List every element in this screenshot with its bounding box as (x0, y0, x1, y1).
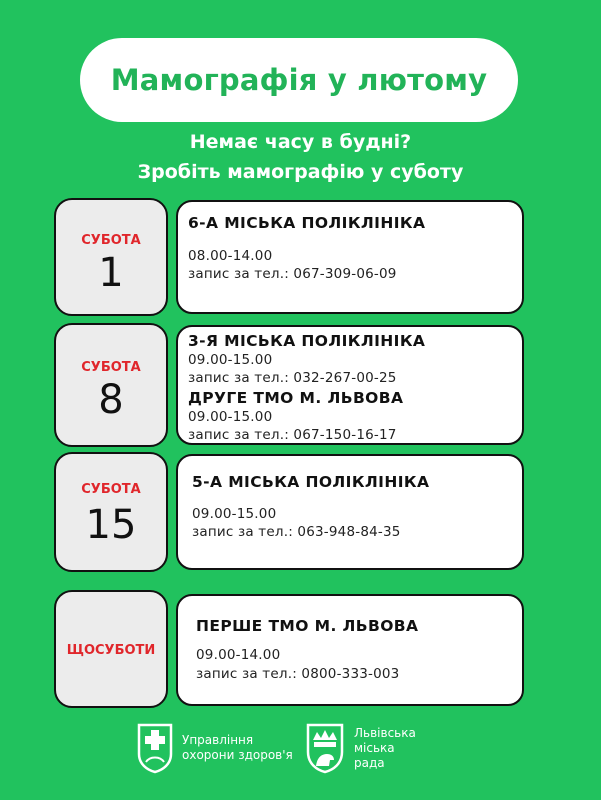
date-badge-4 (54, 590, 168, 708)
clinic-name: 3-Я МІСЬКА ПОЛІКЛІНІКА (188, 332, 426, 350)
health-dept-line-2: охорони здоров'я (182, 748, 293, 762)
clinic-name: ДРУГЕ ТМО М. ЛЬВОВА (188, 389, 404, 407)
clinic-phone: запис за тел.: 032-267-00-25 (188, 370, 397, 386)
lviv-coat-of-arms-icon (305, 722, 345, 774)
clinic-phone: запис за тел.: 063-948-84-35 (192, 524, 401, 540)
schedule-card-4 (176, 594, 524, 706)
date-badge-1 (54, 198, 168, 316)
schedule-card-2 (176, 325, 524, 445)
day-number: 1 (98, 250, 124, 296)
clinic-hours: 09.00-14.00 (196, 647, 281, 663)
clinic-hours: 09.00-15.00 (188, 409, 273, 425)
date-badge-3 (54, 452, 168, 572)
day-number: 15 (85, 502, 137, 548)
subtitle-line-2: Зробіть мамографію у суботу (137, 161, 464, 183)
schedule-card-1 (176, 200, 524, 314)
council-line-2: міська (354, 741, 395, 755)
clinic-hours: 08.00-14.00 (188, 248, 273, 264)
clinic-name: 5-А МІСЬКА ПОЛІКЛІНІКА (192, 473, 430, 491)
clinic-name: ПЕРШЕ ТМО М. ЛЬВОВА (196, 617, 419, 635)
subtitle-line-1: Немає часу в будні? (189, 131, 412, 153)
day-label: СУБОТА (81, 360, 141, 375)
cross-shield-icon (136, 722, 174, 774)
day-label: СУБОТА (81, 482, 141, 497)
city-council-name (354, 726, 416, 771)
day-label: ЩОСУБОТИ (66, 643, 156, 658)
council-line-3: рада (354, 756, 385, 770)
clinic-phone: запис за тел.: 0800-333-003 (196, 666, 400, 682)
clinic-phone: запис за тел.: 067-150-16-17 (188, 427, 397, 443)
health-dept-name (182, 733, 293, 763)
schedule-card-3 (176, 454, 524, 570)
day-label: СУБОТА (81, 233, 141, 248)
page-title: Мамографія у лютому (110, 63, 488, 97)
clinic-hours: 09.00-15.00 (188, 352, 273, 368)
day-number: 8 (98, 377, 124, 423)
title-banner (80, 38, 518, 122)
clinic-hours: 09.00-15.00 (192, 506, 277, 522)
clinic-name: 6-А МІСЬКА ПОЛІКЛІНІКА (188, 214, 426, 232)
date-badge-2 (54, 323, 168, 447)
health-dept-line-1: Управління (182, 733, 254, 747)
council-line-1: Львівська (354, 726, 416, 740)
clinic-phone: запис за тел.: 067-309-06-09 (188, 266, 397, 282)
